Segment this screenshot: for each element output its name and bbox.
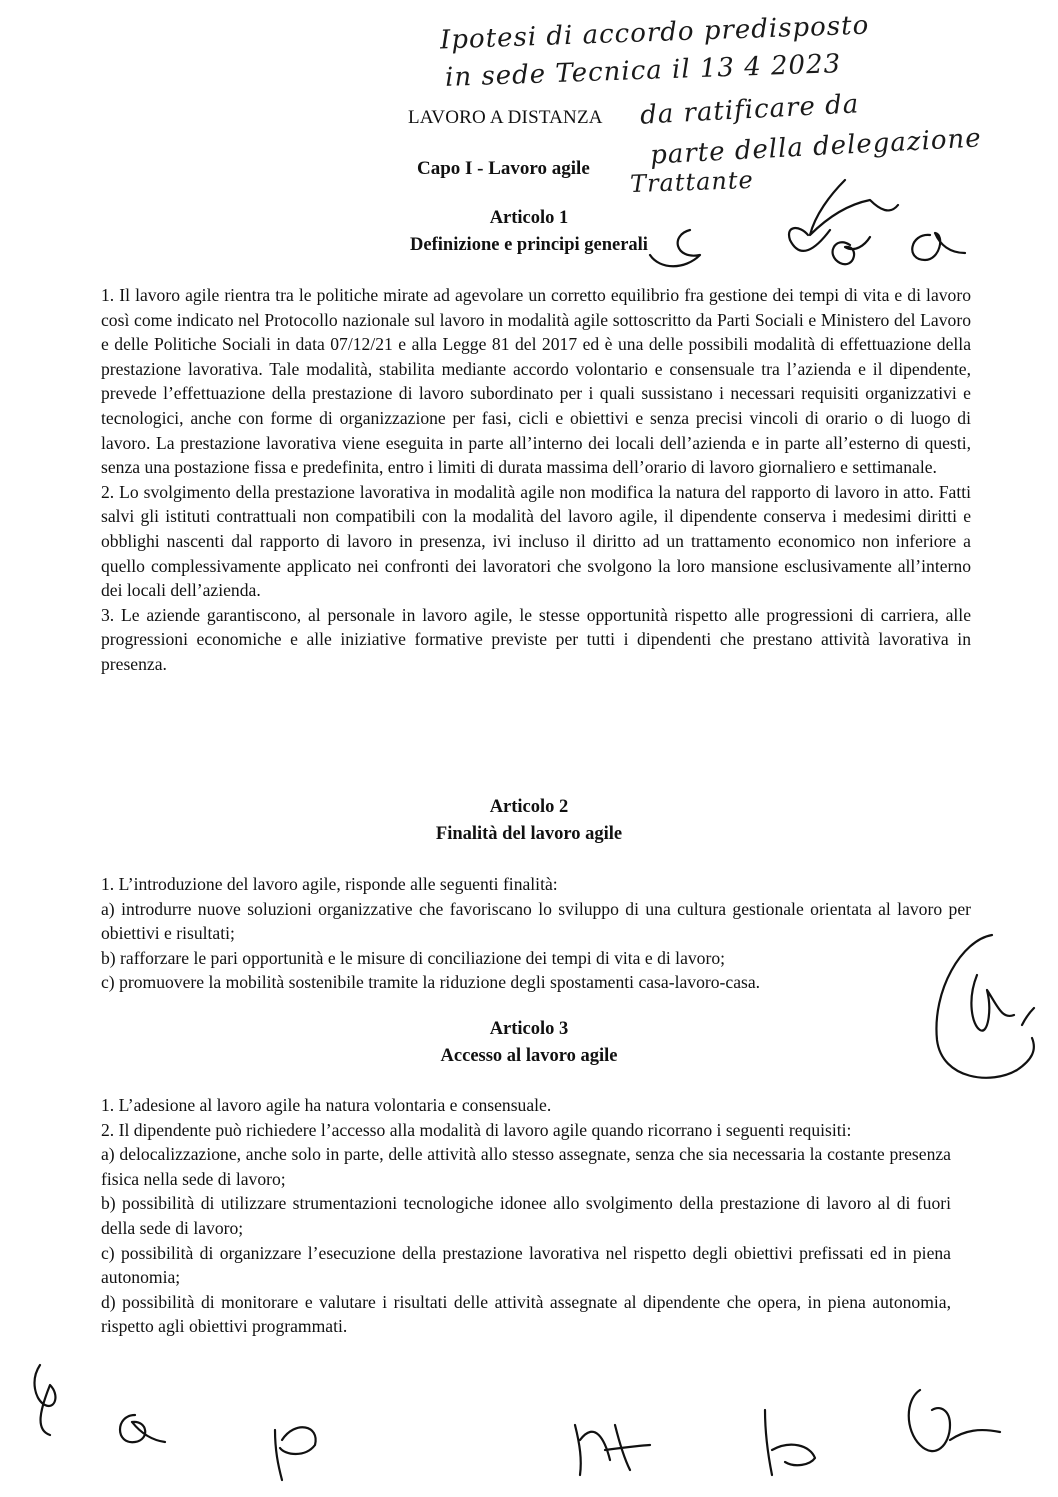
article-1-heading: Definizione e principi generali xyxy=(410,235,648,255)
initials-top-right-signature xyxy=(640,175,970,285)
bottom-initials-signatures xyxy=(20,1350,1040,1490)
article-1-paragraph-1: 1. Il lavoro agile rientra tra le politiche mirate ad agevolare un corretto equilibrio fra gestione dei tempi di vita e di lavoro così come indicato nel Protocollo nazionale sul lavoro in modalità agile sottoscritto da Parti Sociali e Ministero del Lavoro e delle Politiche Sociali in data 07/12/21 e alla Legge 81 del 2017 ed è una delle possibili modalità di effettuazione della prestazione lavorativa. Tale modalità, stabilita mediante accordo volontario e consensuale tra l’azienda e il dipendente, prevede l’effettuazione della prestazione di lavoro subordinato per i quali sussistano i necessari requisiti organizzativi e tecnologici, anche con forme di organizzazione per fasi, cicli e obiettivi e senza precisi vincoli di orario o di luogo di lavoro. La prestazione lavorativa viene eseguita in parte all’interno dei locali dell’azienda e in parte all’esterno di questi, senza una postazione fissa e predefinita, entro i limiti di durata massima dell’orario di lavoro giornaliero e settimanale. xyxy=(101,285,971,478)
article-1-paragraph-3: 3. Le aziende garantiscono, al personale in lavoro agile, le stesse opportunità rispetto alle progressioni di carriera, alle progressioni economiche e alle iniziative formative previste per tutti i dipendenti che prestano attività lavorativa in presenza. xyxy=(101,604,971,674)
article-3-paragraph-2: 2. Il dipendente può richiedere l’accesso alla modalità di lavoro agile quando ricorrano i seguenti requisiti: xyxy=(101,1119,852,1140)
article-3-number: Articolo 3 xyxy=(489,1019,569,1039)
article-2-body xyxy=(101,872,971,995)
article-2-item-c: c) promuovere la mobilità sostenibile tramite la riduzione degli spostamenti casa-lavoro-casa. xyxy=(101,972,761,993)
article-3-item-a: a) delocalizzazione, anche solo in parte, delle attività allo stesso assegnate, senza che sia necessaria la costante presenza fisica nella sede di lavoro; xyxy=(101,1144,951,1189)
article-3-header xyxy=(0,1016,1058,1070)
handwritten-note-line-1: Ipotesi di accordo predisposto xyxy=(439,10,870,56)
document-title: LAVORO A DISTANZA xyxy=(408,107,603,128)
article-3-item-d: d) possibilità di monitorare e valutare i risultati delle attività assegnate al dipendente che opera, in piena autonomia, rispetto agli obiettivi programmati. xyxy=(101,1291,951,1337)
article-2-item-b: b) rafforzare le pari opportunità e le misure di conciliazione dei tempi di vita e di lavoro; xyxy=(101,947,726,968)
chapter-title: Capo I - Lavoro agile xyxy=(417,158,590,179)
article-2-heading: Finalità del lavoro agile xyxy=(435,824,623,844)
handwritten-note-line-5: Trattante xyxy=(629,165,755,199)
handwritten-note-line-4: parte della delegazione xyxy=(649,123,983,171)
article-1-number: Articolo 1 xyxy=(489,208,569,228)
initials-right-margin-signature xyxy=(922,930,1052,1090)
article-3-body xyxy=(101,1093,951,1339)
article-2-item-a: a) introdurre nuove soluzioni organizzative che favoriscano lo sviluppo di una cultura gestionale orientata al lavoro per obiettivi e risultati; xyxy=(101,898,971,944)
article-3-paragraph-1: 1. L’adesione al lavoro agile ha natura volontaria e consensuale. xyxy=(101,1095,552,1115)
article-3-item-c: c) possibilità di organizzare l’esecuzione della prestazione lavorativa nel rispetto degli obiettivi prefissati ed in piena autonomia; xyxy=(101,1242,951,1288)
article-2-number: Articolo 2 xyxy=(489,797,569,817)
handwritten-note-line-2: in sede Tecnica il 13 4 2023 xyxy=(444,49,842,93)
handwritten-note-line-3: da ratificare da xyxy=(639,89,860,131)
article-1-paragraph-2: 2. Lo svolgimento della prestazione lavorativa in modalità agile non modifica la natura del rapporto di lavoro in atto. Fatti salvi gli istituti contrattuali non compatibili con la modalità del lavoro agile, il dipendente conserva i medesimi diritti e obblighi nascenti dal rapporto di lavoro in presenza, ivi incluso il diritto ad un trattamento economico non inferiore a quello complessivamente applicato nei confronti dei lavoratori che svolgono la loro mansione esclusivamente all’interno dei locali dell’azienda. xyxy=(101,481,971,601)
article-2-header xyxy=(0,794,1058,848)
article-3-heading: Accesso al lavoro agile xyxy=(440,1046,618,1066)
article-2-paragraph-1: 1. L’introduzione del lavoro agile, risponde alle seguenti finalità: xyxy=(101,874,558,894)
article-3-item-b: b) possibilità di utilizzare strumentazioni tecnologiche idonee allo svolgimento della prestazione di lavoro al di fuori della sede di lavoro; xyxy=(101,1193,951,1238)
article-1-body xyxy=(101,283,971,677)
